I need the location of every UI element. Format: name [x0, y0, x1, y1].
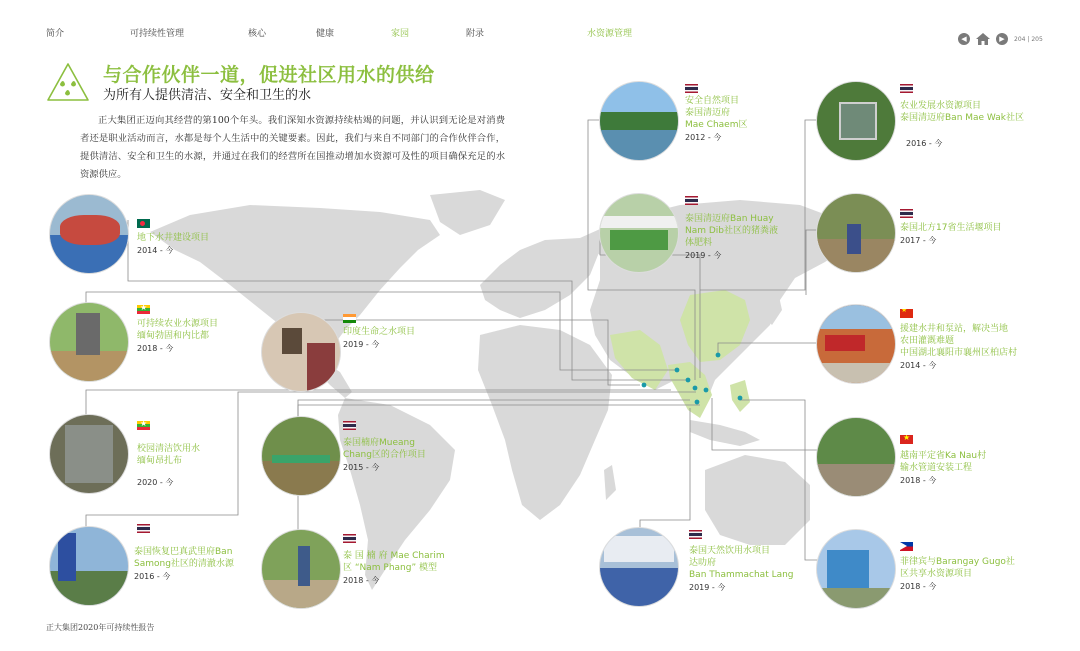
- nav-sustainability[interactable]: 可持续性管理: [130, 29, 185, 39]
- page-title: 与合作伙伴一道，促进社区用水的供给: [103, 64, 435, 86]
- page-number: 204 | 205: [1014, 35, 1043, 43]
- chevron-left-icon[interactable]: ◀: [958, 33, 970, 45]
- project-label: 越南平定省Ka Nau村 输水管道安装工程 2018 - 今: [900, 451, 987, 485]
- nav-appendix[interactable]: 附录: [466, 29, 485, 39]
- philippines-flag-icon: [900, 542, 913, 551]
- bangladesh-flag-icon: [137, 219, 150, 228]
- project-label: 泰国清迈府Ban Huay Nam Dib社区的猪粪液 体肥料 2019 - 今: [685, 214, 779, 260]
- nav-intro[interactable]: 简介: [46, 29, 65, 39]
- project-photo: [262, 417, 340, 495]
- project-label: 农业发展水资源项目 泰国清迈府Ban Mae Wak社区 2016 - 今: [900, 101, 1024, 148]
- project-photo: [50, 527, 128, 605]
- thailand-flag-icon: [900, 209, 913, 218]
- project-photo: [50, 195, 128, 273]
- project-photo: [262, 313, 340, 391]
- page-subtitle: 为所有人提供清洁、安全和卫生的水: [103, 88, 312, 103]
- project-photo: [600, 82, 678, 160]
- project-photo: [817, 194, 895, 272]
- project-label: 泰国北方17省生活堰项目 2017 - 今: [900, 223, 1002, 245]
- thailand-flag-icon: [343, 421, 356, 430]
- thailand-flag-icon: [689, 530, 702, 539]
- report-footer: 正大集团2020年可持续性报告: [46, 623, 155, 632]
- project-label: 泰国楠府Mueang Chang区的合作项目 2015 - 今: [343, 438, 426, 472]
- project-label: 泰国恢复巴真武里府Ban Samong社区的清澈水源 2016 - 今: [134, 547, 234, 581]
- project-photo: [817, 418, 895, 496]
- thailand-flag-icon: [685, 196, 698, 205]
- project-label: 可持续农业水源项目 缅甸勃固和内比都 2018 - 今: [137, 319, 219, 353]
- project-label: 菲律宾与Barangay Gugo社 区共享水资源项目 2018 - 今: [900, 557, 1015, 591]
- project-label: 地下水井建设项目 2014 - 今: [137, 233, 210, 255]
- project-label: 安全自然项目 泰国清迈府 Mae Chaem区 2012 - 今: [685, 96, 748, 142]
- intro-paragraph: 正大集团正迈向其经营的第100个年头。我们深知水资源持续枯竭的问题，并认识到无论是对消费者还是职业活动而言，水都是每个人生活中的关键要素。因此，我们与来自不同部门的合作伙伴合作，提供清洁、安全和卫生的水源，并通过在我们的经营所在国推动增加水资源可及性的项目确保充足的水资源供应。: [80, 115, 505, 180]
- project-photo: [817, 530, 895, 608]
- project-photo: [50, 415, 128, 493]
- vietnam-flag-icon: [900, 435, 913, 444]
- thailand-flag-icon: [137, 524, 150, 533]
- nav-core[interactable]: 核心: [248, 29, 267, 39]
- myanmar-flag-icon: [137, 421, 150, 430]
- project-label: 援建水井和泵站，解决当地 农田灌溉难题 中国湖北襄阳市襄州区柏店村 2014 - 今: [900, 324, 1018, 370]
- thailand-flag-icon: [900, 84, 913, 93]
- india-flag-icon: [343, 314, 356, 323]
- project-label: 校园清洁饮用水 缅甸昂扎布 2020 - 今: [137, 444, 201, 487]
- chevron-right-icon[interactable]: ▶: [996, 33, 1008, 45]
- project-label: 泰国天然饮用水项目 达叻府 Ban Thammachat Lang 2019 - 今: [689, 546, 794, 592]
- myanmar-flag-icon: [137, 305, 150, 314]
- thailand-flag-icon: [685, 84, 698, 93]
- project-photo: [817, 82, 895, 160]
- project-photo: [600, 528, 678, 606]
- thailand-flag-icon: [343, 534, 356, 543]
- project-photo: [817, 305, 895, 383]
- nav-water-management[interactable]: 水资源管理: [587, 29, 633, 39]
- nav-home-section[interactable]: 家园: [391, 29, 410, 39]
- project-label: 印度生命之水项目 2019 - 今: [343, 327, 416, 349]
- nav-health[interactable]: 健康: [316, 29, 335, 39]
- project-label: 泰 国 楠 府 Mae Charim 区 “Nam Phang” 模型 2018 - 今: [343, 551, 445, 585]
- project-photo: [600, 194, 678, 272]
- project-photo: [50, 303, 128, 381]
- project-photo: [262, 530, 340, 608]
- china-flag-icon: [900, 309, 913, 318]
